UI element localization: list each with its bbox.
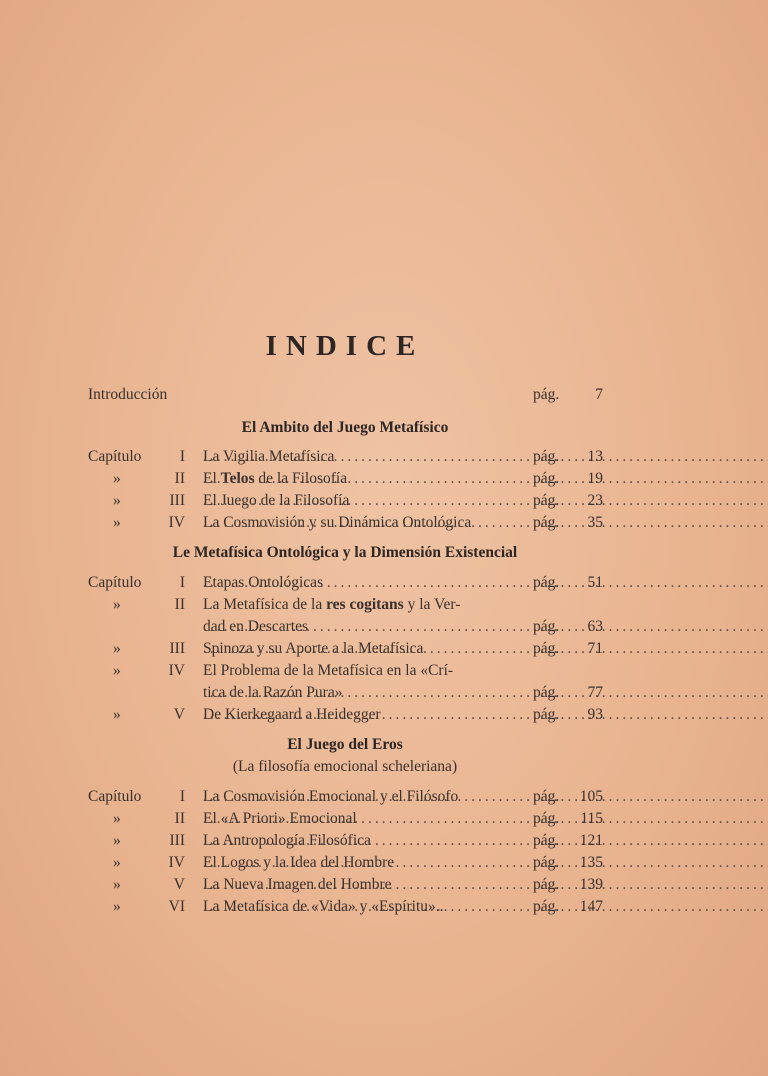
chapter-numeral: II	[174, 596, 185, 613]
pag-label: pág.	[533, 618, 560, 635]
chapter-title-text: dad en Descartes	[203, 618, 309, 635]
page-title: INDICE	[265, 330, 425, 362]
pag-label: pág.	[533, 810, 560, 827]
leader-dots	[203, 470, 768, 488]
leader-dots	[203, 618, 768, 636]
pag-label: pág.	[533, 492, 560, 509]
leader-dots	[203, 854, 768, 872]
page-number: 51	[587, 574, 603, 591]
pag-label: pág.	[533, 832, 560, 849]
chapter-numeral: V	[173, 706, 185, 723]
chapter-title-text: El «A Priori» Emocional	[203, 810, 357, 827]
emphasis-text: Telos	[220, 470, 255, 487]
chapter-label: Capítulo	[88, 448, 142, 465]
page-number: 135	[579, 854, 603, 871]
toc-entry-row	[0, 596, 768, 618]
page-number: 63	[587, 618, 603, 635]
chapter-numeral: V	[173, 876, 185, 893]
ditto-mark: »	[113, 832, 121, 849]
ditto-mark: »	[113, 876, 121, 893]
page-number: 71	[587, 640, 603, 657]
toc-entry-row	[0, 470, 768, 492]
leader-dots	[203, 810, 768, 828]
leader-dots	[203, 788, 768, 806]
leader-dots	[203, 448, 768, 466]
chapter-numeral: II	[174, 810, 185, 827]
chapter-numeral: I	[179, 448, 185, 465]
pag-label: pág.	[533, 514, 560, 531]
section-heading: Le Metafísica Ontológica y la Dimensión Existencial	[172, 544, 518, 561]
page-number: 121	[579, 832, 603, 849]
chapter-title-text: De Kierkegaard a Heidegger	[203, 706, 381, 723]
toc-entry-row	[0, 898, 768, 920]
chapter-title-text: La Antropología Filosófica	[203, 832, 371, 849]
pag-label: pág.	[533, 574, 560, 591]
pag-label: pág.	[533, 898, 560, 915]
chapter-numeral: IV	[168, 662, 185, 679]
ditto-mark: »	[113, 514, 121, 531]
leader-dots	[203, 832, 768, 850]
pag-label: pág.	[533, 706, 560, 723]
leader-dots	[203, 640, 768, 658]
intro-label: Introducción	[88, 386, 168, 403]
toc-entry-row	[0, 662, 768, 684]
toc-entry-row	[0, 832, 768, 854]
ditto-mark: »	[113, 898, 121, 915]
ditto-mark: »	[113, 470, 121, 487]
chapter-title-text: Spinoza y su Aporte a la Metafísica	[203, 640, 424, 657]
toc-entry-row	[0, 876, 768, 898]
chapter-title-text: El Logos y la Idea del Hombre	[203, 854, 395, 871]
leader-dots	[203, 706, 768, 724]
toc-intro-row	[0, 386, 768, 408]
page-number: 93	[587, 706, 603, 723]
chapter-label: Capítulo	[88, 788, 142, 805]
toc-entry-row	[0, 810, 768, 832]
chapter-label: Capítulo	[88, 574, 142, 591]
chapter-numeral: VI	[168, 898, 185, 915]
leader-dots	[203, 876, 768, 894]
ditto-mark: »	[113, 662, 121, 679]
page-number: 139	[579, 876, 603, 893]
page-number: 77	[587, 684, 603, 701]
toc-entry-row	[0, 640, 768, 662]
toc-entry-row	[0, 514, 768, 536]
toc-entry-row	[0, 706, 768, 728]
toc-entry-row	[0, 448, 768, 470]
leader-dots	[203, 684, 768, 702]
ditto-mark: »	[113, 596, 121, 613]
leader-dots	[203, 574, 768, 592]
chapter-title-text: La Metafísica de la res cogitans y la Ver-	[203, 596, 461, 613]
toc-entry-row	[0, 492, 768, 514]
chapter-title-text: Etapas Ontológicas	[203, 574, 324, 591]
leader-dots	[203, 514, 768, 532]
page-number: 105	[579, 788, 603, 805]
emphasis-text: res cogitans	[326, 596, 404, 613]
page-number: 7	[595, 386, 603, 403]
chapter-numeral: III	[169, 492, 185, 509]
chapter-title-text: La Metafísica de «Vida» y «Espíritu»..	[203, 898, 444, 915]
pag-label: pág.	[533, 640, 560, 657]
chapter-numeral: I	[179, 788, 185, 805]
page-number: 115	[580, 810, 603, 827]
chapter-title-text: tica de la Razón Pura»	[203, 684, 343, 701]
chapter-title-text: La Vigilia Metafísica	[203, 448, 335, 465]
pag-label: pág.	[533, 684, 560, 701]
pag-label: pág.	[533, 854, 560, 871]
ditto-mark: »	[113, 810, 121, 827]
toc-entry-row	[0, 788, 768, 810]
section-heading: El Juego del Eros	[287, 736, 403, 753]
pag-label: pág.	[533, 448, 560, 465]
chapter-numeral: IV	[168, 514, 185, 531]
chapter-title-text: El Problema de la Metafísica en la «Crí-	[203, 662, 454, 679]
ditto-mark: »	[113, 640, 121, 657]
toc-entry-row	[0, 854, 768, 876]
chapter-numeral: II	[174, 470, 185, 487]
chapter-title-text: El Juego de la Filosofía	[203, 492, 350, 509]
page-number: 13	[587, 448, 603, 465]
leader-dots	[203, 492, 768, 510]
chapter-numeral: IV	[168, 854, 185, 871]
pag-label: pág.	[533, 876, 560, 893]
section-heading: El Ambito del Juego Metafísico	[241, 419, 449, 436]
section-subheading: (La filosofía emocional scheleriana)	[232, 758, 458, 775]
pag-label: pág.	[533, 788, 560, 805]
pag-label: pág.	[533, 386, 560, 403]
ditto-mark: »	[113, 706, 121, 723]
chapter-title-text: La Cosmovisión Emocional y el Filósofo	[203, 788, 459, 805]
page-number: 147	[579, 898, 603, 915]
chapter-title-text: La Nueva Imagen del Hombre	[203, 876, 392, 893]
toc-entry-row-continued	[0, 618, 768, 640]
toc-entry-row	[0, 574, 768, 596]
chapter-numeral: III	[169, 832, 185, 849]
ditto-mark: »	[113, 854, 121, 871]
chapter-numeral: III	[169, 640, 185, 657]
chapter-title-text: El Telos de la Filosofía	[203, 470, 348, 487]
chapter-numeral: I	[179, 574, 185, 591]
ditto-mark: »	[113, 492, 121, 509]
leader-dots	[203, 898, 768, 916]
toc-entry-row-continued	[0, 684, 768, 706]
page-number: 35	[587, 514, 603, 531]
page-number: 19	[587, 470, 603, 487]
chapter-title-text: La Cosmovisión y su Dinámica Ontológica	[203, 514, 472, 531]
pag-label: pág.	[533, 470, 560, 487]
page-number: 23	[587, 492, 603, 509]
